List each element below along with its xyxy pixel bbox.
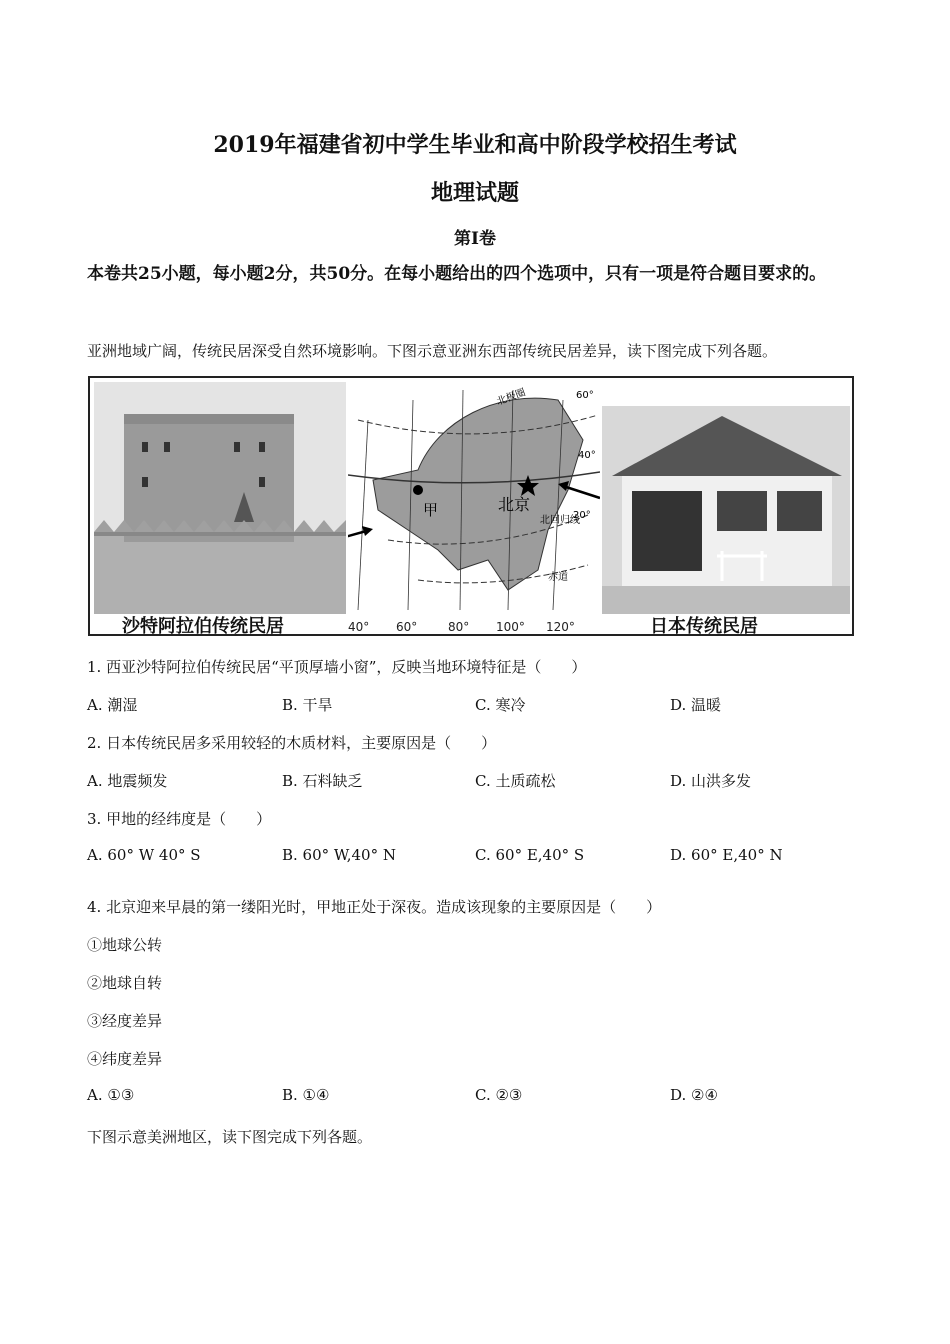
question-3-stem: 3. 甲地的经纬度是（ ）: [87, 810, 272, 828]
intro-paragraph-2: 下图示意美洲地区，读下图完成下列各题。: [87, 1128, 373, 1146]
beijing-label: 北京: [498, 495, 531, 514]
q4-option-d[interactable]: D. ②④: [670, 1086, 718, 1104]
lon-100-label: 100°: [496, 620, 525, 634]
question-4-stem: 4. 北京迎来早晨的第一缕阳光时，甲地正处于深夜。造成该现象的主要原因是（ ）: [87, 898, 662, 916]
q1-option-b[interactable]: B. 干旱: [282, 696, 333, 714]
q4-item-4: ④纬度差异: [87, 1050, 163, 1068]
lat-20-label: 20°: [573, 510, 591, 521]
q3-option-a[interactable]: A. 60° W 40° S: [87, 846, 201, 864]
q2-option-c[interactable]: C. 土质疏松: [475, 772, 556, 790]
lon-40-label: 40°: [348, 620, 370, 634]
q2-option-b[interactable]: B. 石料缺乏: [282, 772, 363, 790]
exam-title: 2019年福建省初中学生毕业和高中阶段学校招生考试: [213, 132, 737, 158]
question-1-stem: 1. 西亚沙特阿拉伯传统民居“平顶厚墙小窗”，反映当地环境特征是（ ）: [87, 658, 587, 676]
q4-item-2: ②地球自转: [87, 974, 163, 992]
q3-option-c[interactable]: C. 60° E,40° S: [475, 846, 585, 864]
houses-map-figure: [88, 376, 854, 636]
saudi-house-photo: [94, 382, 346, 614]
japan-house-caption: 日本传统民居: [650, 616, 758, 637]
equator-label: 赤道: [548, 572, 568, 583]
lat-40-label: 40°: [578, 450, 596, 461]
q4-item-3: ③经度差异: [87, 1012, 163, 1030]
intro-paragraph-1: 亚洲地域广阔，传统民居深受自然环境影响。下图示意亚洲东西部传统民居差异，读下图完成下列各题。: [87, 342, 778, 360]
q4-option-c[interactable]: C. ②③: [475, 1086, 523, 1104]
japan-house-photo: [602, 406, 850, 614]
jia-label: 甲: [423, 501, 439, 519]
q4-option-a[interactable]: A. ①③: [87, 1086, 135, 1104]
q2-option-a[interactable]: A. 地震频发: [87, 772, 168, 790]
tropic-label: 北回归线: [540, 515, 580, 526]
q3-option-d[interactable]: D. 60° E,40° N: [670, 846, 783, 864]
arctic-circle-label: 北极圈: [495, 387, 528, 408]
lat-60-label: 60°: [576, 390, 594, 401]
lon-60-label: 60°: [396, 620, 418, 634]
q2-option-d[interactable]: D. 山洪多发: [670, 772, 752, 790]
q1-option-d[interactable]: D. 温暖: [670, 696, 722, 714]
q4-option-b[interactable]: B. ①④: [282, 1086, 330, 1104]
instructions: 本卷共25小题，每小题2分，共50分。在每小题给出的四个选项中，只有一项是符合题目要求的。: [87, 264, 827, 284]
exam-subtitle: 地理试题: [430, 180, 519, 206]
question-2-stem: 2. 日本传统民居多采用较轻的木质材料，主要原因是（ ）: [87, 734, 497, 752]
lon-80-label: 80°: [448, 620, 470, 634]
q1-option-a[interactable]: A. 潮湿: [87, 696, 138, 714]
saudi-house-caption: 沙特阿拉伯传统民居: [122, 616, 284, 637]
lon-120-label: 120°: [546, 620, 575, 634]
volume-label: 第I卷: [454, 229, 496, 249]
asia-map: [348, 380, 600, 610]
q3-option-b[interactable]: B. 60° W,40° N: [282, 846, 396, 864]
q1-option-c[interactable]: C. 寒冷: [475, 696, 526, 714]
q4-item-1: ①地球公转: [87, 936, 163, 954]
